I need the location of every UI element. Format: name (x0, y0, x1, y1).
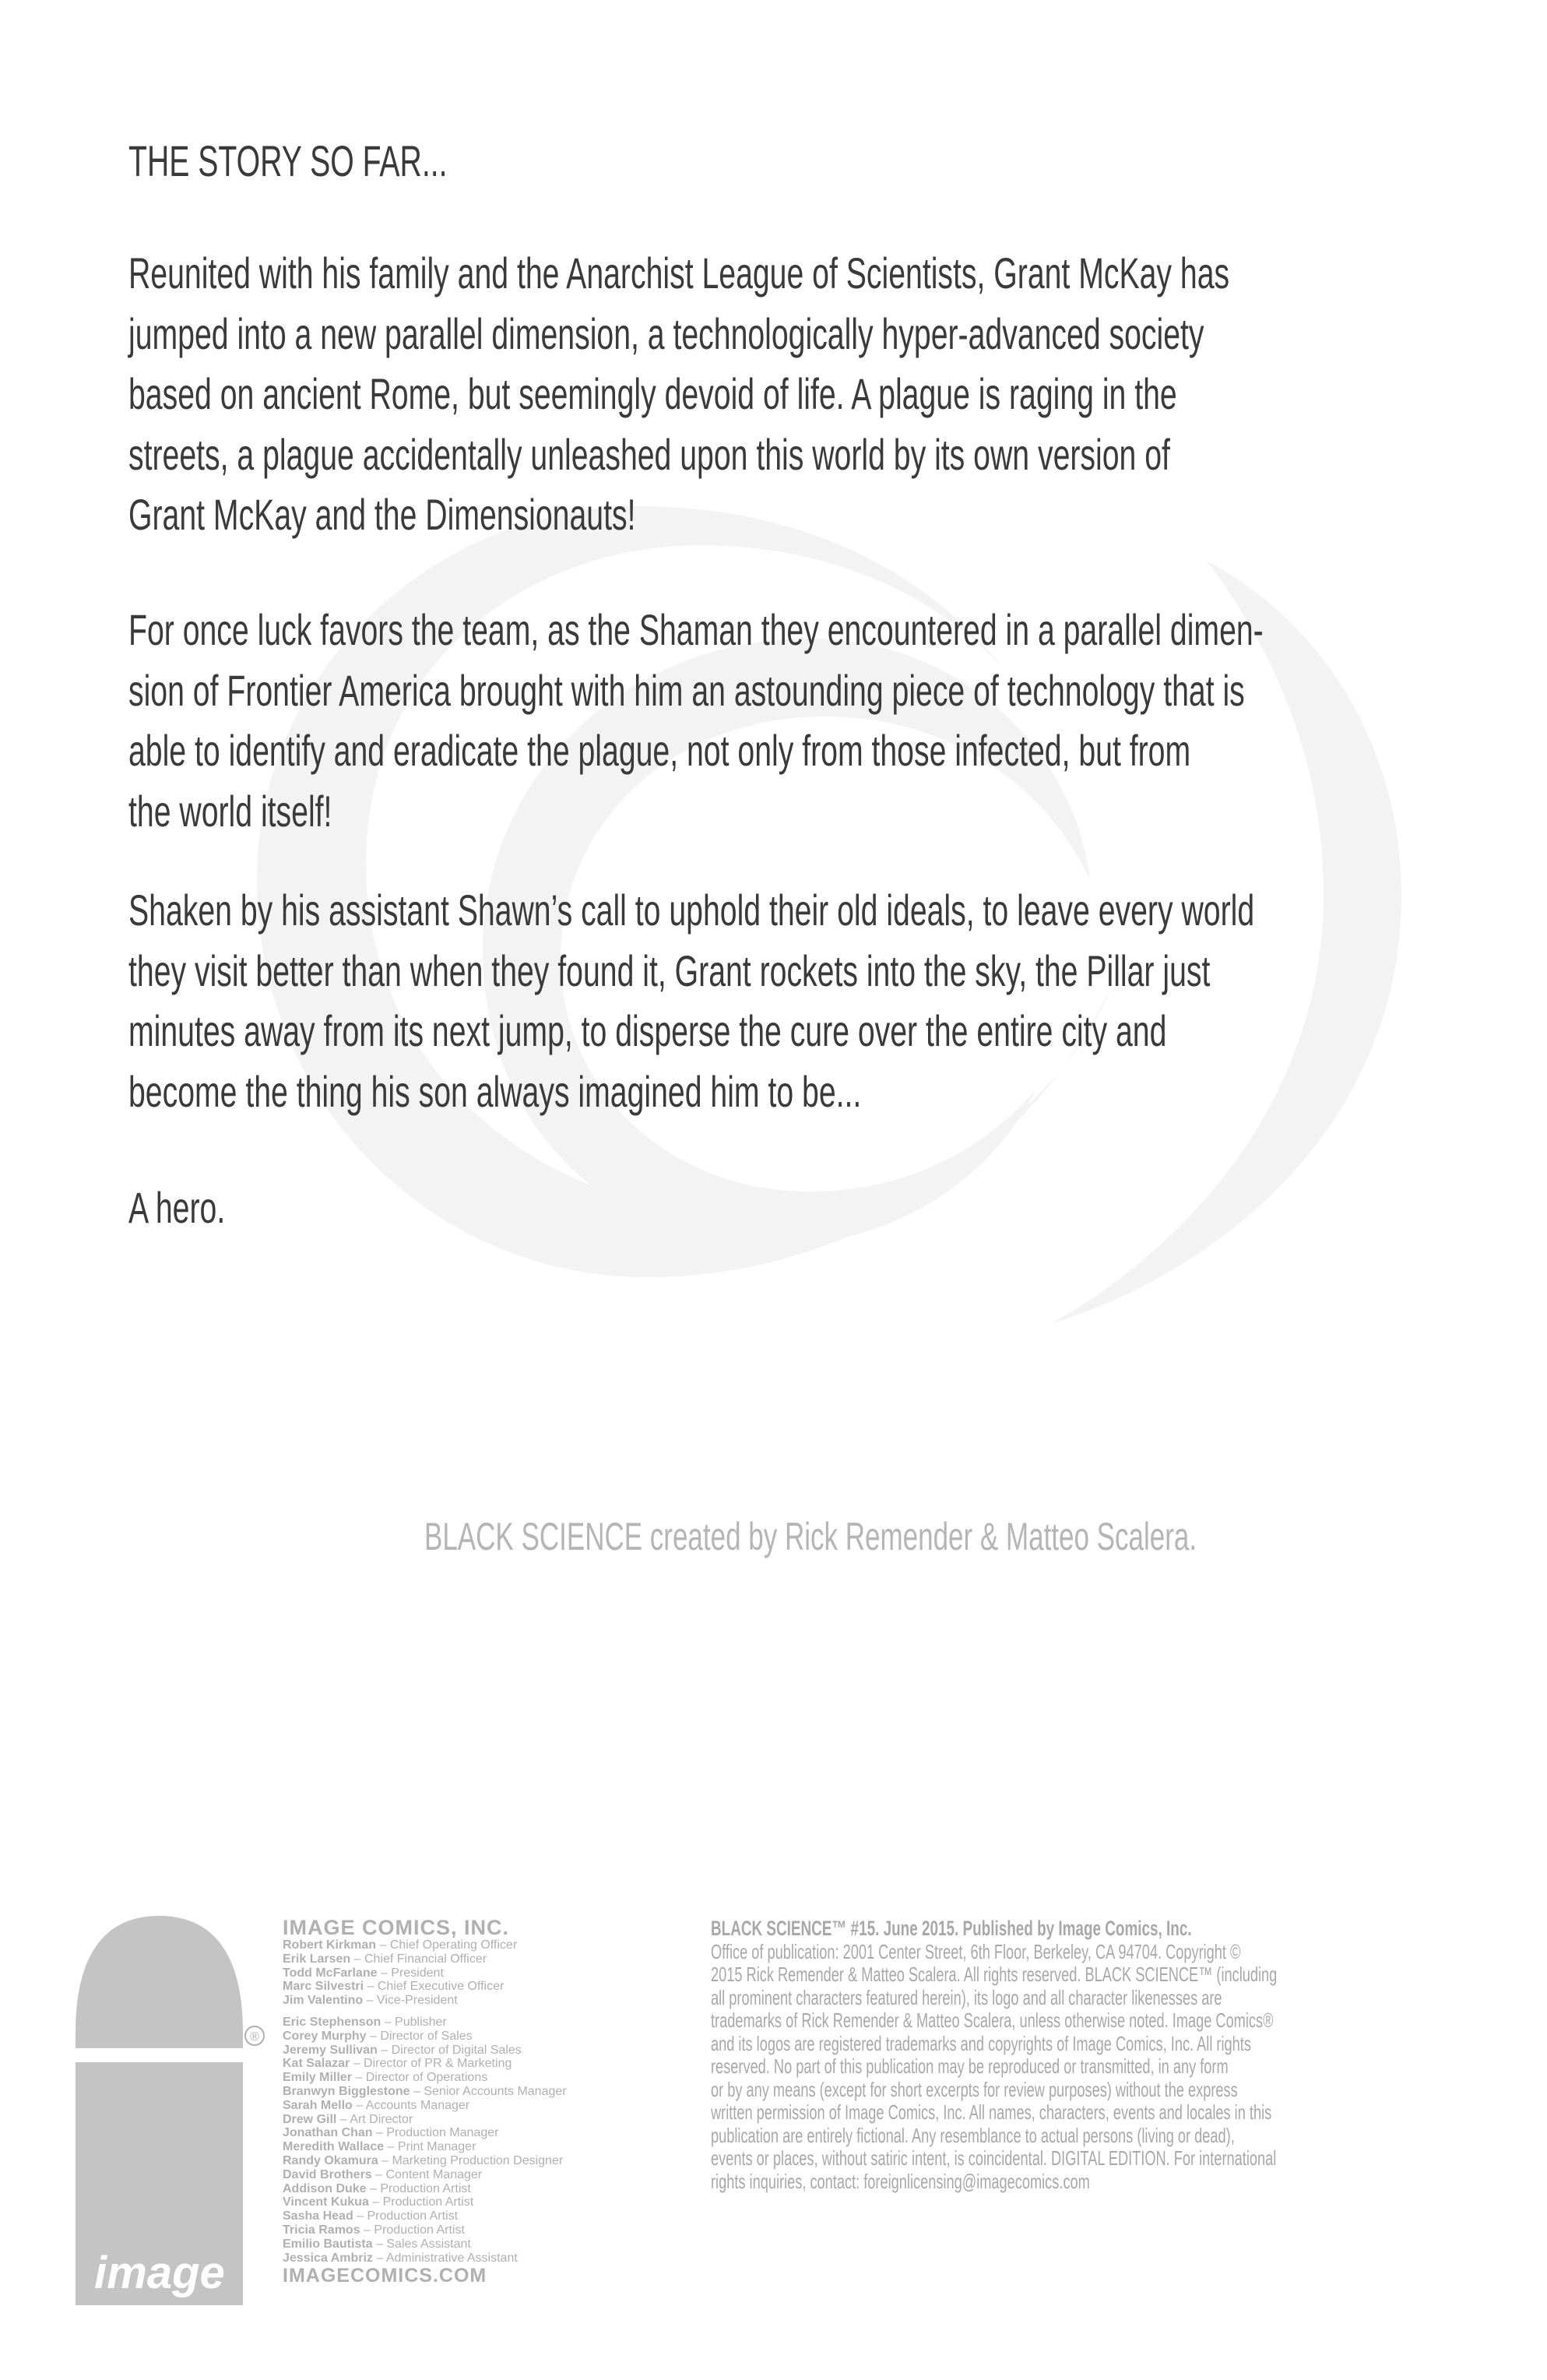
staff-name: Erik Larsen (283, 1952, 351, 1966)
paragraph-line: become the thing his son always imagined him to be... (128, 1066, 862, 1116)
staff-role: – Print Manager (384, 2140, 476, 2154)
staff-name: Vincent Kukua (283, 2195, 369, 2209)
staff-group-executives (283, 1938, 567, 2008)
staff-role: – Art Director (336, 2112, 413, 2126)
staff-role: – Administrative Assistant (372, 2251, 518, 2265)
staff-role: – Director of Sales (366, 2029, 473, 2043)
staff-role: – President (377, 1966, 444, 1980)
staff-role: – Production Artist (353, 2209, 459, 2223)
staff-row (283, 1938, 567, 1952)
staff-group-staff (283, 2016, 567, 2265)
indicia-line: and its logos are registered trademarks and copyrights of Image Comics, Inc. All rights (711, 2031, 1251, 2055)
staff-role: – Chief Financial Officer (350, 1952, 487, 1966)
staff-row (283, 2182, 567, 2196)
staff-name: Robert Kirkman (283, 1938, 377, 1952)
indicia-line: rights inquiries, contact: foreignlicensing@imagecomics.com (711, 2169, 1090, 2193)
staff-role: – Production Artist (360, 2223, 465, 2237)
staff-name: Randy Okamura (283, 2153, 378, 2167)
paragraph-line: the world itself! (128, 786, 332, 836)
staff-row (283, 2099, 567, 2113)
indicia-line: reserved. No part of this publication may be reproduced or transmitted, in any form (711, 2054, 1229, 2078)
staff-name: Corey Murphy (283, 2029, 367, 2043)
staff-row (283, 1966, 567, 1980)
staff-list (283, 1917, 567, 2287)
staff-row (283, 2154, 567, 2168)
paragraph-line: Shaken by his assistant Shawn’s call to uphold their old ideals, to leave every world (128, 885, 1255, 935)
logo-wordmark: image (94, 2248, 225, 2298)
staff-role: – Accounts Manager (352, 2098, 470, 2112)
staff-row (283, 2030, 567, 2044)
staff-name: Emily Miller (283, 2071, 352, 2085)
staff-row (283, 2251, 567, 2266)
publisher-url: IMAGECOMICS.COM (283, 2265, 487, 2287)
staff-role: – Chief Operating Officer (376, 1938, 518, 1952)
staff-row (283, 2113, 567, 2127)
indicia-line: written permission of Image Comics, Inc. All names, characters, events and locales in this (711, 2100, 1272, 2124)
staff-role: – Production Manager (372, 2126, 499, 2140)
story-paragraph-4 (128, 1178, 225, 1238)
staff-name: Tricia Ramos (283, 2223, 360, 2237)
legal-indicia (711, 1917, 1452, 2193)
staff-name: Meredith Wallace (283, 2140, 385, 2154)
image-comics-logo (76, 1916, 243, 2305)
staff-row (283, 2085, 567, 2099)
staff-role: – Director of PR & Marketing (350, 2057, 512, 2071)
staff-name: Jonathan Chan (283, 2126, 373, 2140)
staff-name: Sarah Mello (283, 2098, 353, 2112)
staff-role: – Vice-President (363, 1994, 458, 2008)
paragraph-line: sion of Frontier America brought with him an astounding piece of technology that is (128, 665, 1245, 715)
story-heading: THE STORY SO FAR... (128, 136, 448, 185)
staff-row (283, 2126, 567, 2140)
staff-name: Jeremy Sullivan (283, 2043, 378, 2057)
indicia-line: publication are entirely fictional. Any resemblance to actual persons (living or dead), (711, 2123, 1235, 2147)
staff-row (283, 2237, 567, 2251)
staff-name: Emilio Bautista (283, 2237, 373, 2251)
registered-mark-glyph: ® (250, 2030, 259, 2044)
staff-row (283, 2140, 567, 2154)
staff-header: IMAGE COMICS, INC. (283, 1916, 510, 1939)
staff-role: – Publisher (381, 2015, 447, 2029)
staff-role: – Director of Digital Sales (377, 2043, 522, 2057)
paragraph-line: based on ancient Rome, but seemingly devoid of life. A plague is raging in the (128, 369, 1177, 418)
paragraph-line: able to identify and eradicate the plague, not only from those infected, but from (128, 726, 1191, 775)
staff-row (283, 2044, 567, 2058)
indicia-body (711, 1941, 1452, 2194)
staff-role: – Content Manager (371, 2167, 483, 2181)
staff-role: – Marketing Production Designer (378, 2153, 564, 2167)
staff-name: Addison Duke (283, 2181, 367, 2195)
story-paragraph-1 (128, 243, 1229, 545)
story-paragraph-2 (128, 600, 1264, 841)
staff-row (283, 2071, 567, 2085)
staff-row (283, 1980, 567, 1994)
indicia-series: BLACK SCIENCE™ #15. June 2015. (711, 1917, 963, 1940)
staff-role: – Production Artist (366, 2181, 471, 2195)
staff-row (283, 2223, 567, 2237)
indicia-line (711, 1917, 1452, 1941)
registered-mark-icon (244, 2025, 265, 2047)
indicia-line: trademarks of Rick Remender & Matteo Scalera, unless otherwise noted. Image Comics® (711, 2009, 1274, 2032)
paragraph-line: Reunited with his family and the Anarchist League of Scientists, Grant McKay has (128, 248, 1230, 298)
paragraph-line: Grant McKay and the Dimensionauts! (128, 490, 636, 539)
paragraph-line: A hero. (128, 1183, 226, 1232)
story-paragraph-3 (128, 880, 1254, 1121)
staff-row (283, 1994, 567, 2008)
indicia-publisher: Published by Image Comics, Inc. (962, 1917, 1192, 1940)
staff-row (283, 2057, 567, 2071)
staff-name: Drew Gill (283, 2112, 337, 2126)
staff-row (283, 1952, 567, 1966)
staff-name: Kat Salazar (283, 2057, 350, 2071)
staff-name: Todd McFarlane (283, 1966, 378, 1980)
staff-row (283, 2209, 567, 2223)
staff-row (283, 2195, 567, 2209)
staff-role: – Production Artist (368, 2195, 474, 2209)
staff-name: Eric Stephenson (283, 2015, 381, 2029)
paragraph-line: minutes away from its next jump, to disperse the cure over the entire city and (128, 1006, 1167, 1055)
staff-name: Jessica Ambriz (283, 2251, 373, 2265)
staff-role: – Director of Operations (351, 2071, 488, 2085)
paragraph-line: streets, a plague accidentally unleashed upon this world by its own version of (128, 429, 1170, 479)
indicia-line: events or places, without satiric intent, is coincidental. DIGITAL EDITION. For international (711, 2146, 1277, 2170)
staff-name: David Brothers (283, 2167, 372, 2181)
staff-row (283, 2168, 567, 2182)
indicia-line: all prominent characters featured herein), its logo and all character likenesses are (711, 1985, 1222, 2009)
staff-name: Sasha Head (283, 2209, 353, 2223)
paragraph-line: they visit better than when they found it, Grant rockets into the sky, the Pillar just (128, 945, 1211, 995)
paragraph-line: jumped into a new parallel dimension, a technologically hyper-advanced society (128, 308, 1204, 358)
paragraph-line: For once luck favors the team, as the Shaman they encountered in a parallel dimen- (128, 605, 1264, 654)
staff-name: Jim Valentino (283, 1994, 364, 2008)
logo-dome (76, 1916, 243, 2048)
staff-role: – Senior Accounts Manager (410, 2084, 567, 2098)
creator-credit: BLACK SCIENCE created by Rick Remender & Matteo Scalera. (424, 1515, 1197, 1558)
indicia-line: or by any means (except for short excerpts for review purposes) without the express (711, 2077, 1238, 2101)
staff-name: Marc Silvestri (283, 1980, 364, 1994)
staff-row (283, 2016, 567, 2030)
indicia-line: Office of publication: 2001 Center Street, 6th Floor, Berkeley, CA 94704. Copyright © (711, 1939, 1241, 1963)
staff-name: Branwyn Bigglestone (283, 2084, 410, 2098)
indicia-line: 2015 Rick Remender & Matteo Scalera. All rights reserved. BLACK SCIENCE™ (including (711, 1963, 1278, 1986)
staff-role: – Sales Assistant (372, 2237, 471, 2251)
staff-role: – Chief Executive Officer (364, 1980, 505, 1994)
